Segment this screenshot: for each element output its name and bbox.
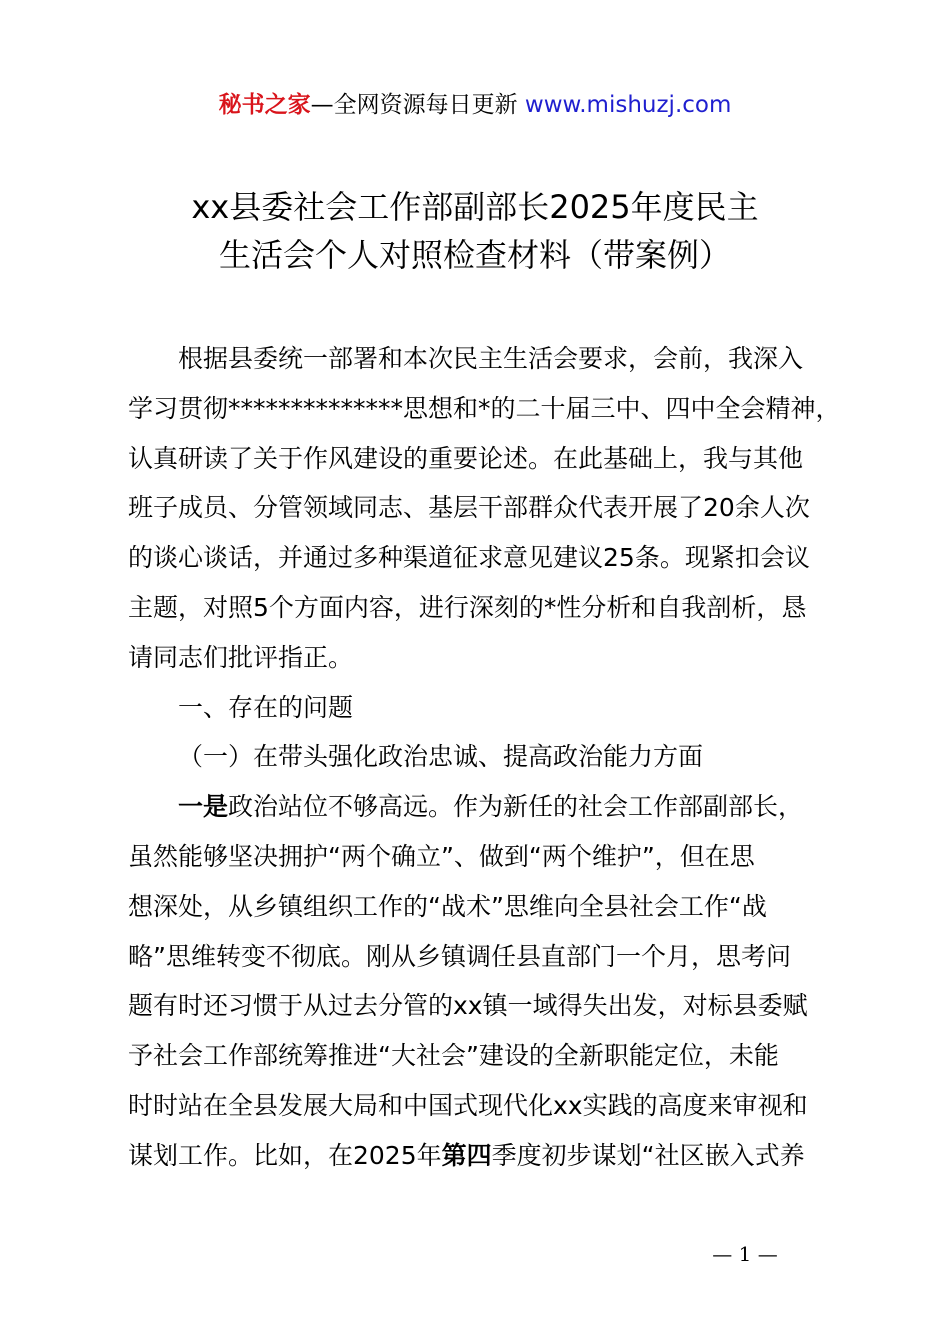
point-paragraph bbox=[128, 782, 840, 1180]
bold-fragment: 第四 bbox=[441, 1140, 492, 1170]
point-marker: 一是 bbox=[178, 792, 229, 822]
body-line: 主题，对照5个方面内容，进行深刻的*性分析和自我剖析，恳 bbox=[128, 592, 807, 622]
body-text-fragment: 季度初步谋划“社区嵌入式养 bbox=[491, 1140, 805, 1170]
body-line: 时时站在全县发展大局和中国式现代化xx实践的高度来审视和 bbox=[128, 1090, 808, 1120]
body-line: 学习贯彻**************思想和*的二十届三中、四中全会精神， bbox=[128, 393, 841, 423]
body-text-fragment: 谋划工作。比如，在2025年 bbox=[128, 1140, 442, 1170]
point-text: 政治站位不够高远。作为新任的社会工作部副部长， bbox=[228, 792, 804, 822]
document-body bbox=[128, 334, 840, 1181]
body-line: 予社会工作部统筹推进“大社会”建设的全新职能定位，未能 bbox=[128, 1041, 779, 1071]
body-line: 认真研读了关于作风建设的重要论述。在此基础上，我与其他 bbox=[128, 443, 804, 473]
site-url[interactable]: www.mishuzj.com bbox=[524, 92, 732, 118]
page-number: — 1 — bbox=[712, 1242, 778, 1266]
body-line: 请同志们批评指正。 bbox=[128, 642, 354, 672]
body-line: 想深处，从乡镇组织工作的“战术”思维向全县社会工作“战 bbox=[128, 891, 767, 921]
body-line: 根据县委统一部署和本次民主生活会要求，会前，我深入 bbox=[178, 344, 804, 373]
body-line: 班子成员、分管领域同志、基层干部群众代表开展了20余人次 bbox=[128, 493, 810, 523]
site-header bbox=[0, 88, 950, 122]
title-line-2: 生活会个人对照检查材料（带案例） bbox=[218, 236, 731, 274]
subsection-heading: （一）在带头强化政治忠诚、提高政治能力方面 bbox=[178, 742, 704, 772]
body-line bbox=[128, 782, 840, 832]
intro-paragraph bbox=[128, 334, 840, 683]
body-line: 的谈心谈话，并通过多种渠道征求意见建议25条。现紧扣会议 bbox=[128, 543, 810, 573]
document-title bbox=[0, 183, 950, 279]
body-line: 题有时还习惯于从过去分管的xx镇一域得失出发，对标县委赋 bbox=[128, 991, 808, 1021]
body-line: 虽然能够坚决拥护“两个确立”、做到“两个维护”，但在思 bbox=[128, 841, 755, 871]
brand-name: 秘书之家 bbox=[218, 92, 311, 118]
body-line bbox=[128, 1131, 840, 1181]
section-heading: 一、存在的问题 bbox=[178, 692, 354, 722]
title-line-1: xx县委社会工作部副部长2025年度民主 bbox=[191, 188, 759, 226]
header-slogan: —全网资源每日更新 bbox=[310, 92, 525, 118]
body-line: 略”思维转变不彻底。刚从乡镇调任县直部门一个月，思考问 bbox=[128, 941, 791, 971]
